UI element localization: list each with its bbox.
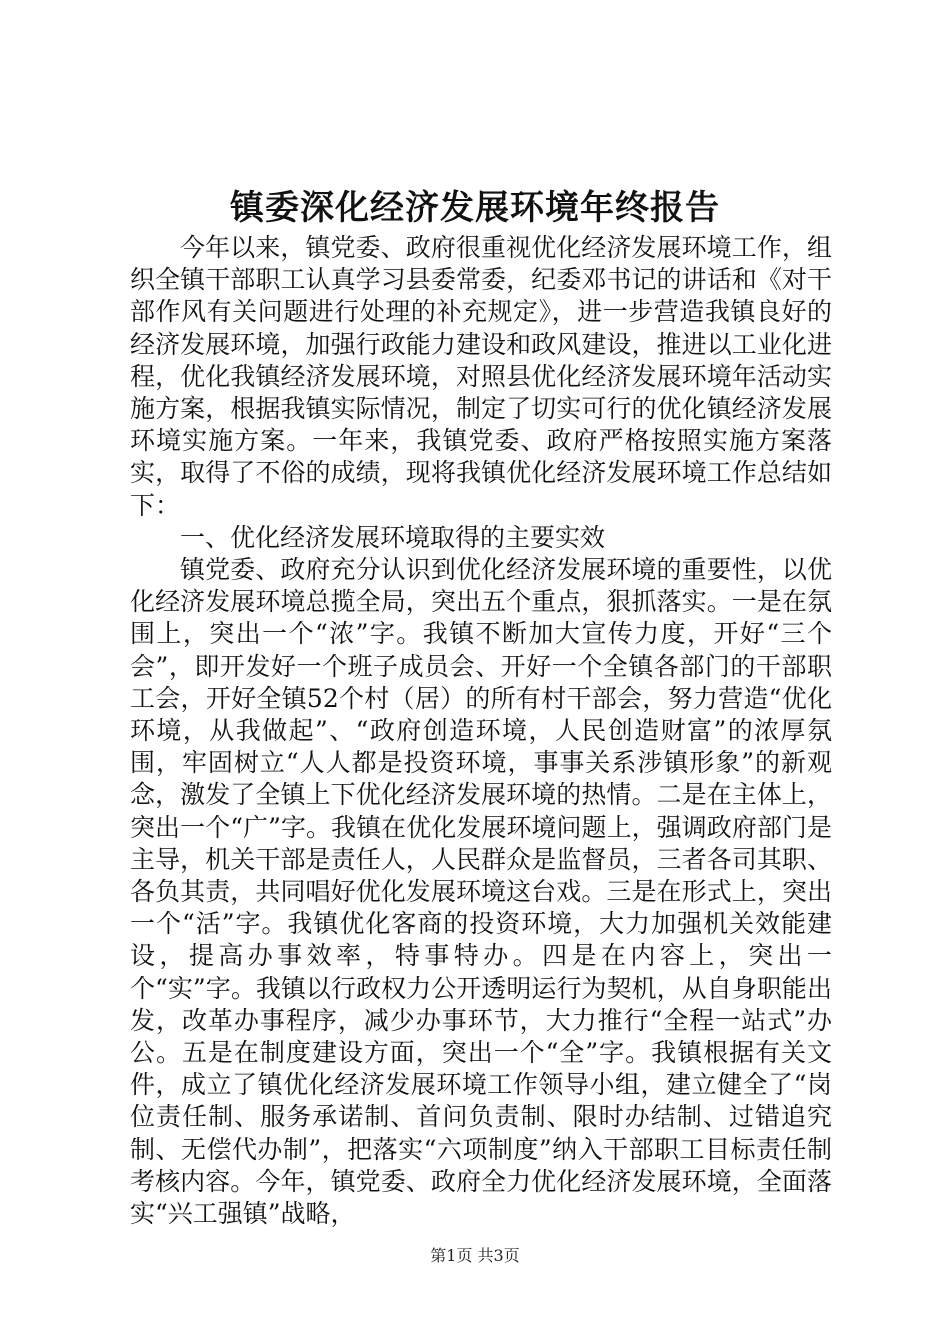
intro-paragraph: 今年以来，镇党委、政府很重视优化经济发展环境工作，组织全镇干部职工认真学习县委常委，纪委邓书记的讲话和《对干部作风有关问题进行处理的补充规定》，进一步营造我镇良好的经济发展环境，加强行政能力建设和政风建设，推进以工业化进程，优化我镇经济发展环境，对照县优化经济发展环境年活动实施方案，根据我镇实际情况，制定了切实可行的优化镇经济发展环境实施方案。一年来，我镇党委、政府严格按照实施方案落实，取得了不俗的成绩，现将我镇优化经济发展环境工作总结如下：	[130, 233, 832, 520]
page-number-footer: 第1页 共3页	[430, 1246, 520, 1265]
document-title: 镇委深化经济发展环境年终报告	[230, 188, 720, 228]
section-heading: 一、优化经济发展环境取得的主要实效	[180, 522, 606, 552]
document-body	[130, 232, 832, 1230]
body-paragraph: 镇党委、政府充分认识到优化经济发展环境的重要性，以优化经济发展环境总揽全局，突出五个重点，狠抓落实。一是在氛围上，突出一个“浓”字。我镇不断加大宣传力度，开好“三个会”，即开发好一个班子成员会、开好一个全镇各部门的干部职工会，开好全镇52个村（居）的所有村干部会，努力营造“优化环境，从我做起”、“政府创造环境，人民创造财富”的浓厚氛围，牢固树立“人人都是投资环境，事事关系涉镇形象”的新观念，激发了全镇上下优化经济发展环境的热情。二是在主体上，突出一个“广”字。我镇在优化发展环境问题上，强调政府部门是主导，机关干部是责任人，人民群众是监督员，三者各司其职、各负其责，共同唱好优化发展环境这台戏。三是在形式上，突出一个“活”字。我镇优化客商的投资环境，大力加强机关效能建设，提高办事效率，特事特办。四是在内容上，突出一个“实”字。我镇以行政权力公开透明运行为契机，从自身职能出发，改革办事程序，减少办事环节，大力推行“全程一站式”办公。五是在制度建设方面，突出一个“全”字。我镇根据有关文件，成立了镇优化经济发展环境工作领导小组，建立健全了“岗位责任制、服务承诺制、首问负责制、限时办结制、过错追究制、无偿代办制”，把落实“六项制度”纳入干部职工目标责任制考核内容。今年，镇党委、政府全力优化经济发展环境，全面落实“兴工强镇”战略，	[130, 555, 832, 1229]
